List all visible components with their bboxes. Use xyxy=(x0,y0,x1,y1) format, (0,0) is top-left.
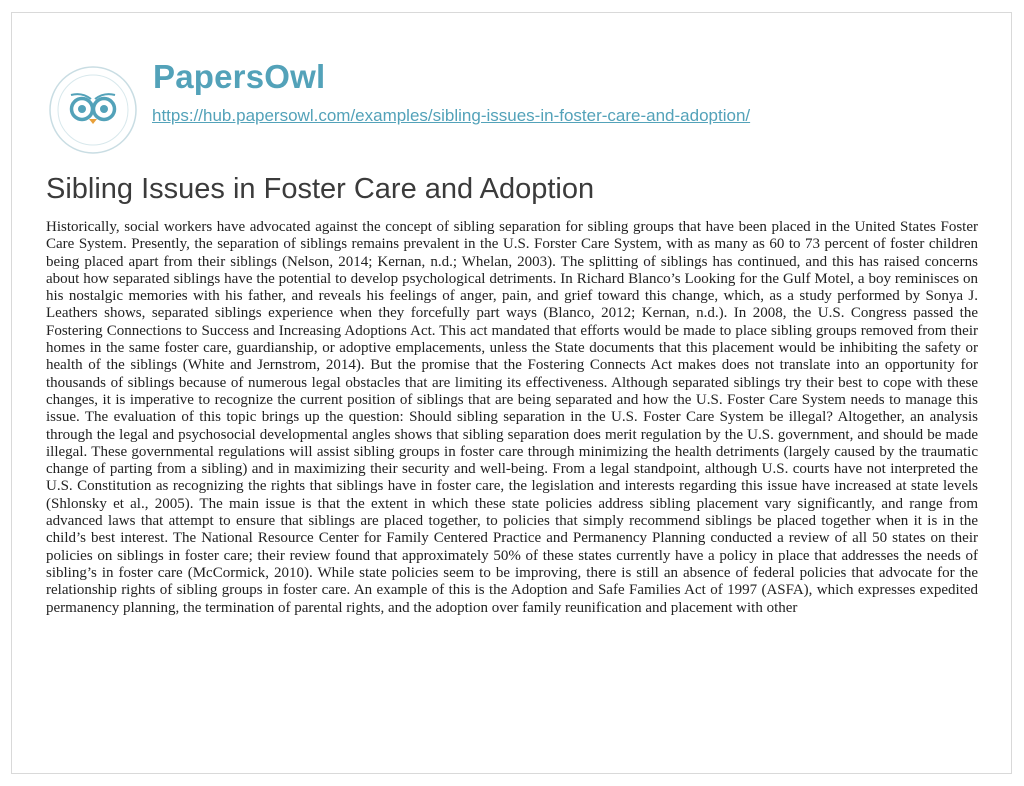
document-body: Historically, social workers have advocated against the concept of sibling separation for sibling groups that have been placed in the United States Foster Care System. Presently, the separation of siblings remains prevalent in the U.S. Forster Care System, with as many as 60 to 73 percent of foster children being placed apart from their siblings (Nelson, 2014; Kernan, n.d.; Whelan, 2003). The splitting of siblings has continued, and this has raised concerns about how separated siblings have the potential to develop psychological detriments. In Richard Blanco’s Looking for the Gulf Motel, a boy reminisces on his nostalgic memories with his father, and reveals his feelings of anger, pain, and grief toward this change, which, as a study performed by Sonya J. Leathers shows, separated siblings experience when they forcefully part ways (Blanco, 2012; Kernan, n.d.). In 2008, the U.S. Congress passed the Fostering Connections to Success and Increasing Adoptions Act. This act mandated that efforts would be made to place sibling groups removed from their homes in the same foster care, guardianship, or adoptive emplacements, unless the State documents that this placement would be inhibiting the safety or health of the siblings (White and Jernstrom, 2014). But the promise that the Fostering Connects Act makes does not translate into an opportunity for thousands of siblings because of numerous legal obstacles that are limiting its effectiveness. Although separated siblings try their best to cope with these changes, it is imperative to recognize the current position of siblings that are being separated and how the U.S. Foster Care System needs to manage this issue. The evaluation of this topic brings up the question: Should sibling separation in the U.S. Foster Care System be illegal? Altogether, an analysis through the legal and psychosocial developmental angles shows that sibling separation does merit regulation by the U.S. government, and should be made illegal. These governmental regulations will assist sibling groups in foster care through minimizing the health detriments (largely caused by the traumatic change of parting from a sibling) and in maximizing their security and well-being. From a legal standpoint, although U.S. courts have not interpreted the U.S. Constitution as recognizing the rights that siblings have in foster care, the legislation and interests regarding this issue have increased at state levels (Shlonsky et al., 2005). The main issue is that the extent in which these state policies address sibling placement vary significantly, and range from advanced laws that attempt to ensure that siblings are placed together, to policies that simply recommend siblings be placed together when it is in the child’s best interest. The National Resource Center for Family Centered Practice and Permanency Planning conducted a review of all 50 states on their policies on siblings in foster care; their review found that approximately 50% of these states currently have a policy in place that addresses the needs of sibling’s in foster care (McCormick, 2010). While state policies seem to be improving, there is still an absence of federal policies that advocate for the relationship rights of sibling groups in foster care. An example of this is the Adoption and Safe Families Act of 1997 (ASFA), which expresses expedited permanency planning, the termination of parental rights, and the adoption over family reunification and placement with other xyxy=(46,219,978,616)
brand-name: PapersOwl xyxy=(153,58,326,95)
document-title: Sibling Issues in Foster Care and Adoption xyxy=(46,173,595,205)
owl-logo-icon xyxy=(47,64,139,156)
source-url-link[interactable]: https://hub.papersowl.com/examples/sibling-issues-in-foster-care-and-adoption/ xyxy=(152,106,751,125)
